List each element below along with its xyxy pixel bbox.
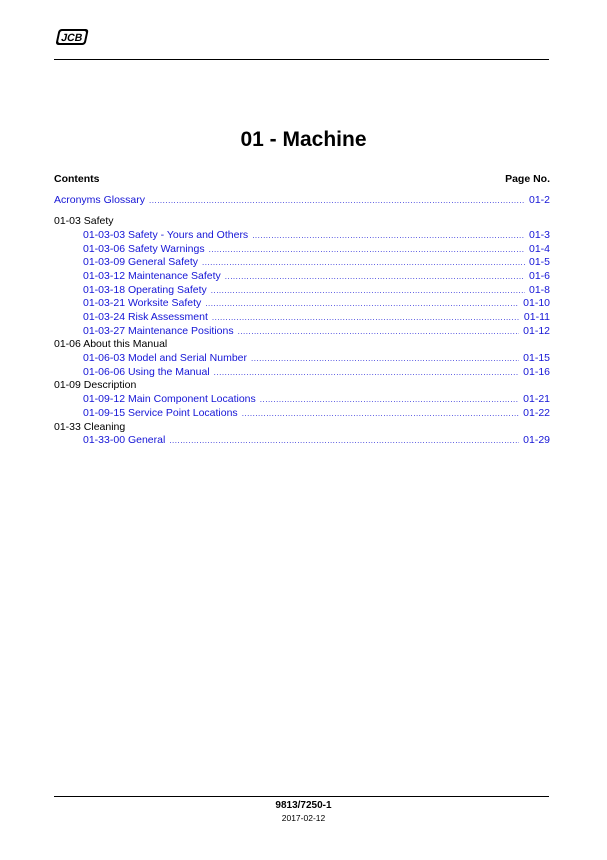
toc-page-number: 01-22: [523, 406, 550, 419]
table-of-contents: [54, 194, 550, 448]
toc-leader-dots: [202, 256, 525, 270]
toc-entry-link[interactable]: [54, 434, 550, 448]
toc-entry-link[interactable]: [54, 325, 550, 339]
toc-entry-link[interactable]: [54, 243, 550, 257]
toc-leader-dots: [169, 434, 519, 448]
toc-entry-label: 01-03-06 Safety Warnings: [83, 242, 205, 255]
toc-page-number: 01-21: [523, 393, 550, 406]
toc-entry-label: Acronyms Glossary: [54, 194, 146, 206]
toc-page-number: 01-4: [528, 242, 550, 255]
toc-entry-link[interactable]: [54, 284, 550, 298]
toc-entry-link[interactable]: [54, 407, 550, 421]
toc-page-number: 01-15: [523, 352, 550, 365]
toc-entry-link[interactable]: [54, 229, 550, 243]
toc-entry-label: 01-03 Safety: [54, 215, 114, 228]
toc-section-heading: [54, 215, 550, 229]
toc-entry-link[interactable]: [54, 270, 550, 284]
toc-entry-label: 01-09 Description: [54, 379, 137, 392]
toc-entry-label: 01-03-03 Safety - Yours and Others: [83, 228, 249, 241]
logo-text: JCB: [60, 32, 84, 45]
page-title: 01 - Machine: [240, 128, 367, 151]
toc-leader-dots: [149, 194, 525, 208]
toc-leader-dots: [251, 352, 519, 366]
toc-leader-dots: [214, 366, 519, 380]
toc-page-number: 01-8: [528, 283, 550, 296]
toc-leader-dots: [225, 270, 525, 284]
page-no-heading: Page No.: [505, 173, 550, 185]
toc-entry-label: 01-03-09 General Safety: [83, 256, 198, 269]
toc-section-heading: [54, 379, 550, 393]
toc-entry-label: 01-03-21 Worksite Safety: [83, 297, 202, 310]
toc-page-number: 01-12: [523, 324, 550, 337]
toc-entry-link[interactable]: [54, 393, 550, 407]
toc-entry-label: 01-03-18 Operating Safety: [83, 283, 207, 296]
toc-entry-link[interactable]: [54, 352, 550, 366]
toc-leader-dots: [242, 407, 519, 421]
toc-entry-label: 01-09-15 Service Point Locations: [83, 406, 238, 419]
toc-leader-dots: [252, 229, 525, 243]
toc-entry-label: 01-09-12 Main Component Locations: [83, 393, 256, 406]
toc-page-number: 01-16: [523, 365, 550, 378]
toc-section-heading: [54, 421, 550, 435]
toc-entry-label: 01-06-03 Model and Serial Number: [83, 352, 248, 365]
toc-page-number: 01-11: [523, 311, 550, 323]
contents-heading: Contents: [54, 173, 100, 185]
toc-leader-dots: [205, 297, 519, 311]
toc-page-number: 01-2: [528, 194, 550, 206]
toc-spacer: [54, 208, 550, 216]
document-date: 2017-02-12: [281, 813, 326, 823]
toc-page-number: 01-5: [528, 256, 550, 269]
jcb-logo: [55, 28, 89, 46]
toc-entry-link[interactable]: [54, 194, 550, 208]
toc-entry-link[interactable]: [54, 297, 550, 311]
document-code: 9813/7250-1: [275, 800, 332, 811]
toc-entry-label: 01-33-00 General: [83, 434, 166, 447]
toc-entry-label: 01-03-27 Maintenance Positions: [83, 324, 234, 337]
toc-entry-link[interactable]: [54, 366, 550, 380]
toc-entry-label: 01-33 Cleaning: [54, 420, 126, 433]
toc-entry-label: 01-03-24 Risk Assessment: [83, 311, 208, 323]
toc-leader-dots: [209, 243, 525, 257]
toc-page-number: 01-3: [528, 228, 550, 241]
toc-leader-dots: [211, 284, 525, 298]
toc-section-heading: [54, 338, 550, 352]
toc-entry-label: 01-06-06 Using the Manual: [83, 365, 210, 378]
toc-page-number: 01-6: [528, 269, 550, 282]
footer-rule: [54, 796, 549, 797]
toc-page-number: 01-10: [523, 297, 550, 310]
toc-leader-dots: [212, 311, 520, 325]
toc-entry-link[interactable]: [54, 256, 550, 270]
toc-entry-label: 01-03-12 Maintenance Safety: [83, 269, 221, 282]
toc-leader-dots: [260, 393, 519, 407]
header-rule: [54, 59, 549, 60]
toc-entry-link[interactable]: [54, 311, 550, 325]
toc-leader-dots: [238, 325, 520, 339]
toc-entry-label: 01-06 About this Manual: [54, 338, 168, 351]
toc-page-number: 01-29: [523, 434, 550, 447]
